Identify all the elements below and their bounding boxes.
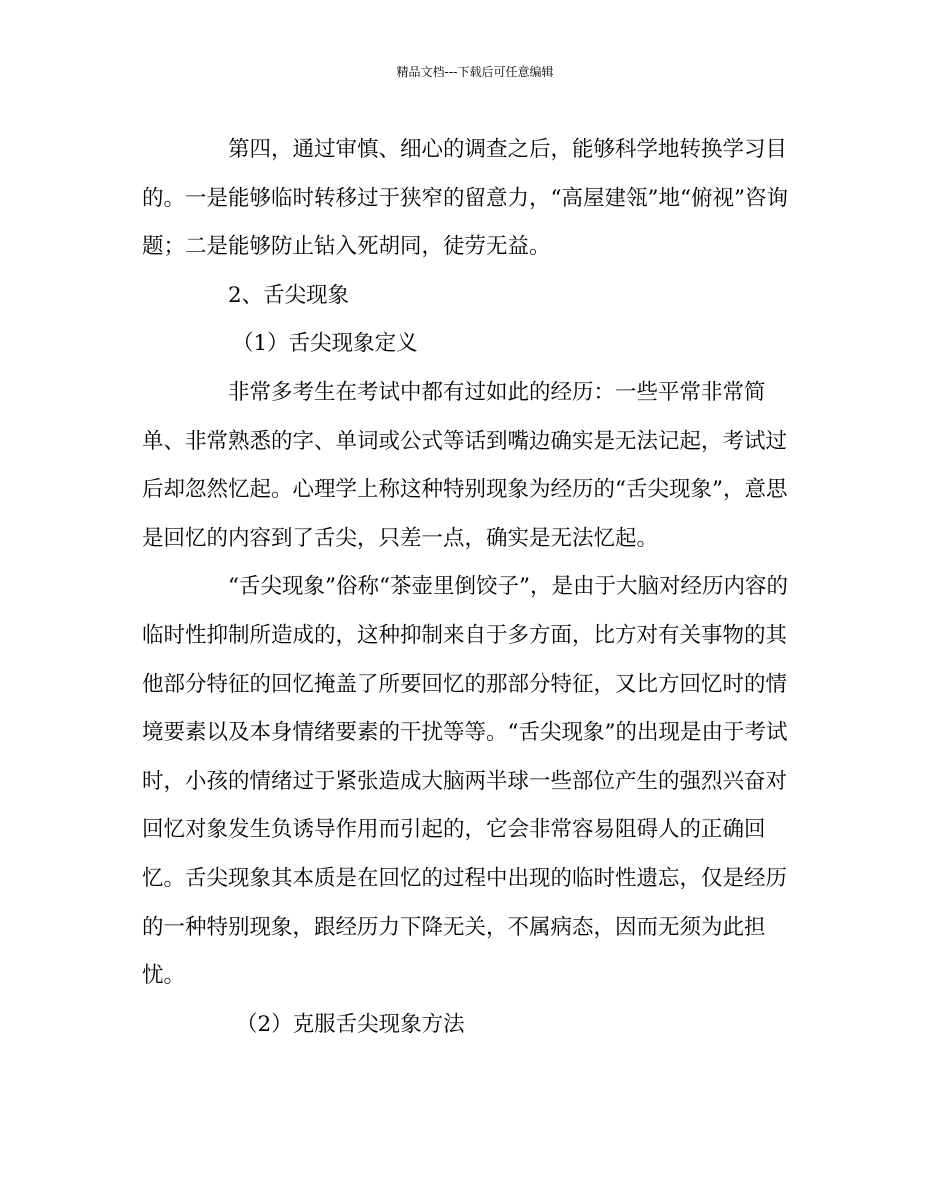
section-heading: 2、舌尖现象: [228, 282, 350, 308]
paragraph-line: 境要素以及本身情绪要素的干扰等等。“舌尖现象”的出现是由于考试: [142, 720, 788, 746]
paragraph-line: 是回忆的内容到了舌尖，只差一点，确实是无法忆起。: [142, 525, 659, 551]
paragraph-line: 单、非常熟悉的字、单词或公式等话到嘴边确实是无法记起，考试过: [142, 428, 788, 454]
paragraph-line: 题；二是能够防止钻入死胡同，徒劳无益。: [142, 234, 551, 260]
paragraph-line: 的。一是能够临时转移过于狭窄的留意力，“高屋建瓴”地“俯视”咨询: [142, 185, 788, 211]
paragraph-line: 临时性抑制所造成的，这种抑制来自于多方面，比方对有关事物的其: [142, 622, 788, 648]
paragraph-line: 第四，通过审慎、细心的调查之后，能够科学地转换学习目: [228, 137, 788, 162]
paragraph-line: “舌尖现象”俗称“茶壶里倒饺子”，是由于大脑对经历内容的: [228, 574, 788, 600]
subsection-heading: （1）舌尖现象定义: [232, 331, 418, 357]
paragraph-line: 后却忽然忆起。心理学上称这种特别现象为经历的“舌尖现象”，意思: [142, 477, 788, 503]
paragraph-line: 的一种特别现象，跟经历力下降无关，不属病态，因而无须为此担: [142, 914, 766, 940]
paragraph-line: 非常多考生在考试中都有过如此的经历：一些平常非常简: [228, 379, 766, 405]
document-body: [142, 126, 804, 1049]
paragraph-line: 回忆对象发生负诱导作用而引起的，它会非常容易阻碍人的正确回: [142, 817, 766, 843]
paragraph-line: 忧。: [142, 963, 186, 989]
subsection-heading: （2）克服舌尖现象方法: [236, 1011, 465, 1037]
paragraph-line: 时，小孩的情绪过于紧张造成大脑两半球一些部位产生的强烈兴奋对: [142, 768, 788, 794]
page-header: 精品文档---下载后可任意编辑: [396, 65, 554, 79]
paragraph-line: 他部分特征的回忆掩盖了所要回忆的那部分特征，又比方回忆时的情: [142, 671, 788, 697]
paragraph-line: 忆。舌尖现象其本质是在回忆的过程中出现的临时性遗忘，仅是经历: [142, 865, 788, 891]
